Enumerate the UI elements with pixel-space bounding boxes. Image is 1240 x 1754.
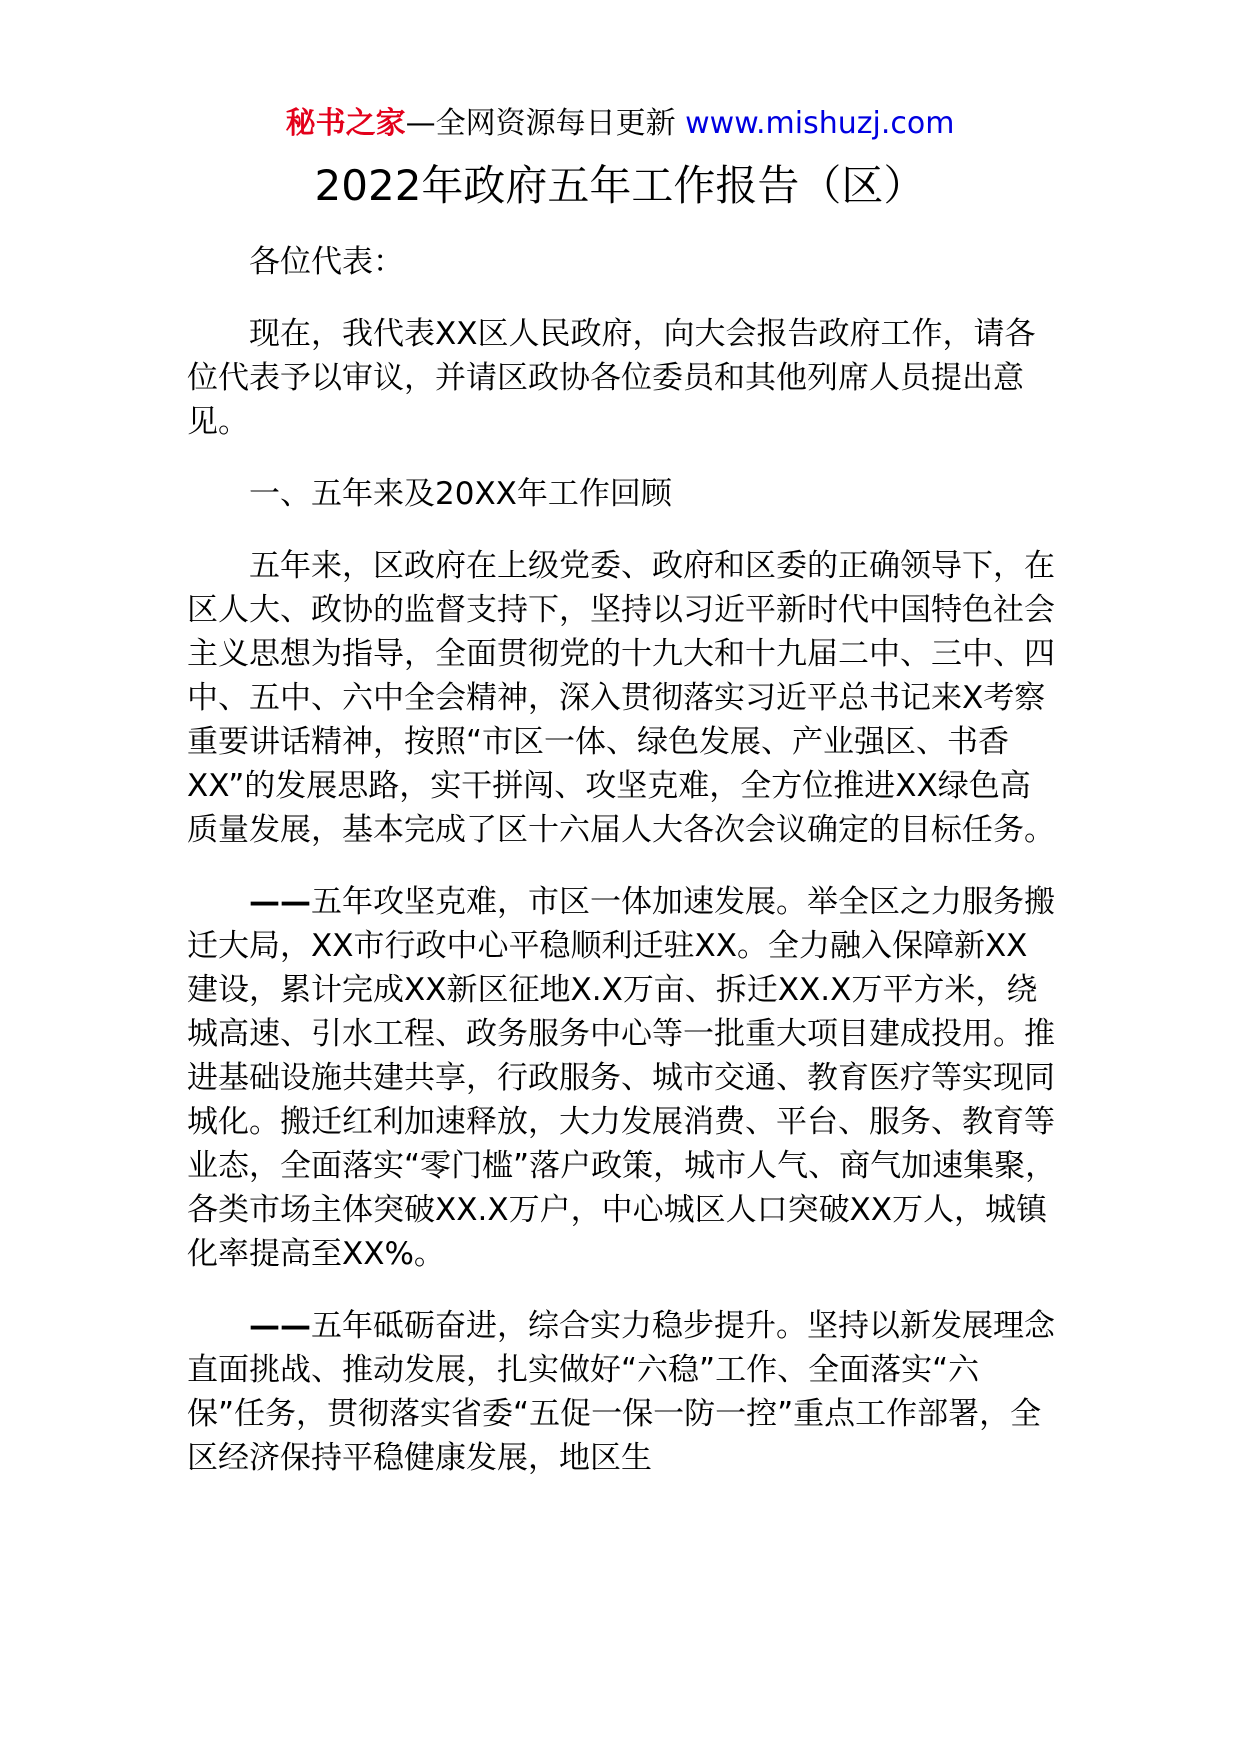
- document-title: 2022年政府五年工作报告（区）: [314, 161, 926, 210]
- dash-marker: ——: [249, 1308, 311, 1344]
- website-link[interactable]: www.mishuzj.com: [685, 106, 955, 141]
- salutation: 各位代表：: [249, 244, 404, 280]
- brand-name: 秘书之家: [285, 106, 406, 141]
- achievement-paragraph-2: [187, 1304, 1057, 1480]
- dash-marker: ——: [249, 884, 311, 920]
- achievement-text-1: 五年攻坚克难，市区一体加速发展。举全区之力服务搬迁大局，XX市行政中心平稳顺利迁驻XX。全力融入保障新XX建设，累计完成XX新区征地X.X万亩、拆迁XX.X万平方米，绕城高速、引水工程、政务服务中心等一批重大项目建成投用。推进基础设施共建共享，行政服务、城市交通、教育医疗等实现同城化。搬迁红利加速释放，大力发展消费、平台、服务、教育等业态，全面落实“零门槛”落户政策，城市人气、商气加速集聚，各类市场主体突破XX.X万户，中心城区人口突破XX万人，城镇化率提高至XX%。: [187, 884, 1057, 1272]
- achievement-text-2: 五年砥砺奋进，综合实力稳步提升。坚持以新发展理念直面挑战、推动发展，扎实做好“六稳”工作、全面落实“六保”任务，贯彻落实省委“五促一保一防一控”重点工作部署，全区经济保持平稳健康发展，地区生: [187, 1308, 1055, 1476]
- overview-paragraph: 五年来，区政府在上级党委、政府和区委的正确领导下，在区人大、政协的监督支持下，坚持以习近平新时代中国特色社会主义思想为指导，全面贯彻党的十九大和十九届二中、三中、四中、五中、六中全会精神，深入贯彻落实习近平总书记来X考察重要讲话精神，按照“市区一体、绿色发展、产业强区、书香XX”的发展思路，实干拼闯、攻坚克难，全方位推进XX绿色高质量发展，基本完成了区十六届人大各次会议确定的目标任务。: [187, 548, 1055, 848]
- watermark-header: [0, 104, 1240, 144]
- document-body: [187, 240, 1057, 1508]
- intro-paragraph: 现在，我代表XX区人民政府，向大会报告政府工作，请各位代表予以审议，并请区政协各位委员和其他列席人员提出意见。: [187, 316, 1036, 440]
- section-heading: 一、五年来及20XX年工作回顾: [249, 476, 672, 512]
- achievement-paragraph-1: [187, 880, 1057, 1276]
- header-tagline: —全网资源每日更新: [405, 106, 686, 141]
